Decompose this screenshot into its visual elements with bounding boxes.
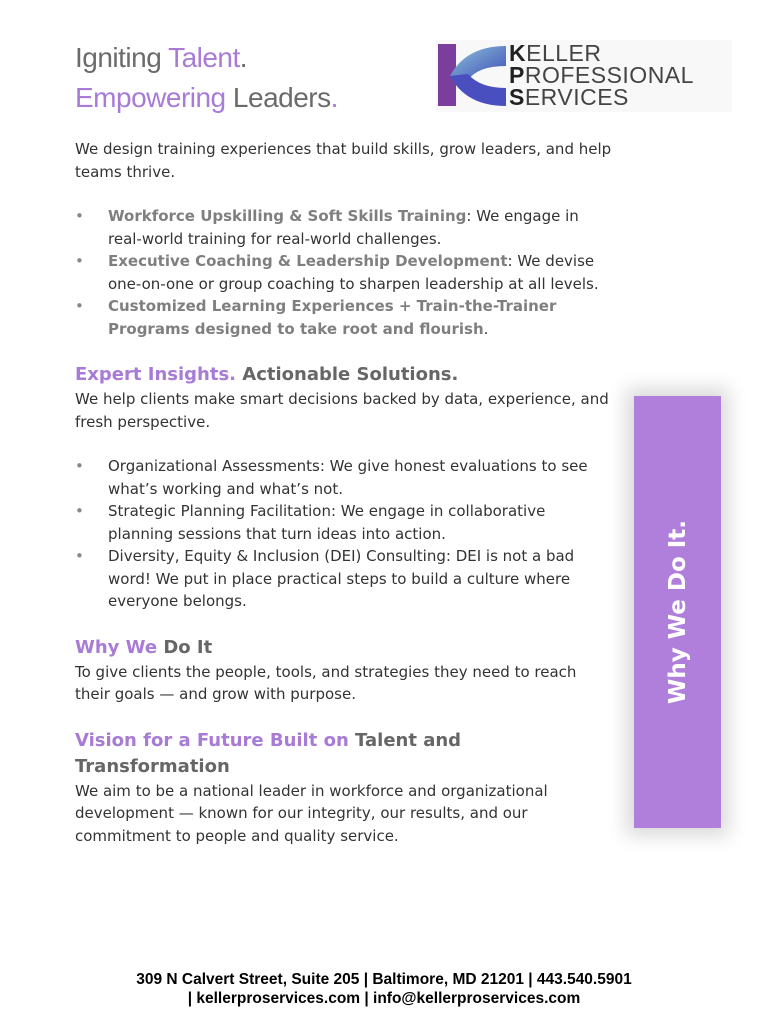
banner-label: Why We Do It. <box>664 519 691 705</box>
headline-accent: Talent <box>168 42 240 73</box>
headline-accent: . <box>330 82 338 113</box>
list-item: • Diversity, Equity & Inclusion (DEI) Consulting: DEI is not a bad word! We put in place practical steps to build a culture where everyone belongs. <box>75 545 615 613</box>
headline <box>75 38 338 118</box>
vision-text: We aim to be a national leader in workforce and organizational development — known for our integrity, our results, and our commitment to people and quality service. <box>75 781 548 845</box>
insights-list <box>75 455 615 613</box>
list-item: • Customized Learning Experiences + Train-the-Trainer Programs designed to take root and flourish. <box>75 295 615 340</box>
headline-accent: Empowering <box>75 82 226 113</box>
insights-text: We help clients make smart decisions backed by data, experience, and fresh perspective. <box>75 390 609 431</box>
logo-wordmark: KELLER PROFESSIONAL SERVICES <box>509 40 694 110</box>
why-heading: Why We Do It <box>75 636 213 658</box>
footer-address: 309 N Calvert Street, Suite 205 | Baltimore, MD 21201 | 443.540.5901 <box>136 971 632 988</box>
k-logo-icon <box>436 40 508 112</box>
list-item: • Organizational Assessments: We give honest evaluations to see what’s working and what’s not. <box>75 455 615 500</box>
insights-heading: Expert Insights. Actionable Solutions. <box>75 364 459 385</box>
list-item: • Strategic Planning Facilitation: We engage in collaborative planning sessions that turn ideas into action. <box>75 500 615 545</box>
intro-text: We design training experiences that build skills, grow leaders, and help teams thrive. <box>75 140 612 181</box>
main-content <box>75 138 615 847</box>
headline-text: Igniting <box>75 42 169 73</box>
footer-web-email: | kellerproservices.com | info@kellerproservices.com <box>187 990 581 1007</box>
headline-text: Leaders <box>225 82 331 113</box>
why-text: To give clients the people, tools, and strategies they need to reach their goals — and grow with purpose. <box>75 662 577 703</box>
why-we-do-it-banner <box>634 396 721 828</box>
company-logo <box>436 40 732 112</box>
list-item: • Executive Coaching & Leadership Development: We devise one-on-one or group coaching to sharpen leadership at all levels. <box>75 250 615 295</box>
list-item: • Workforce Upskilling & Soft Skills Training: We engage in real-world training for real-world challenges. <box>75 205 615 250</box>
footer-contact <box>0 970 768 1008</box>
services-list <box>75 205 615 340</box>
headline-text: . <box>239 42 248 73</box>
vision-heading: Vision for a Future Built on Talent and Transformation <box>75 729 462 777</box>
